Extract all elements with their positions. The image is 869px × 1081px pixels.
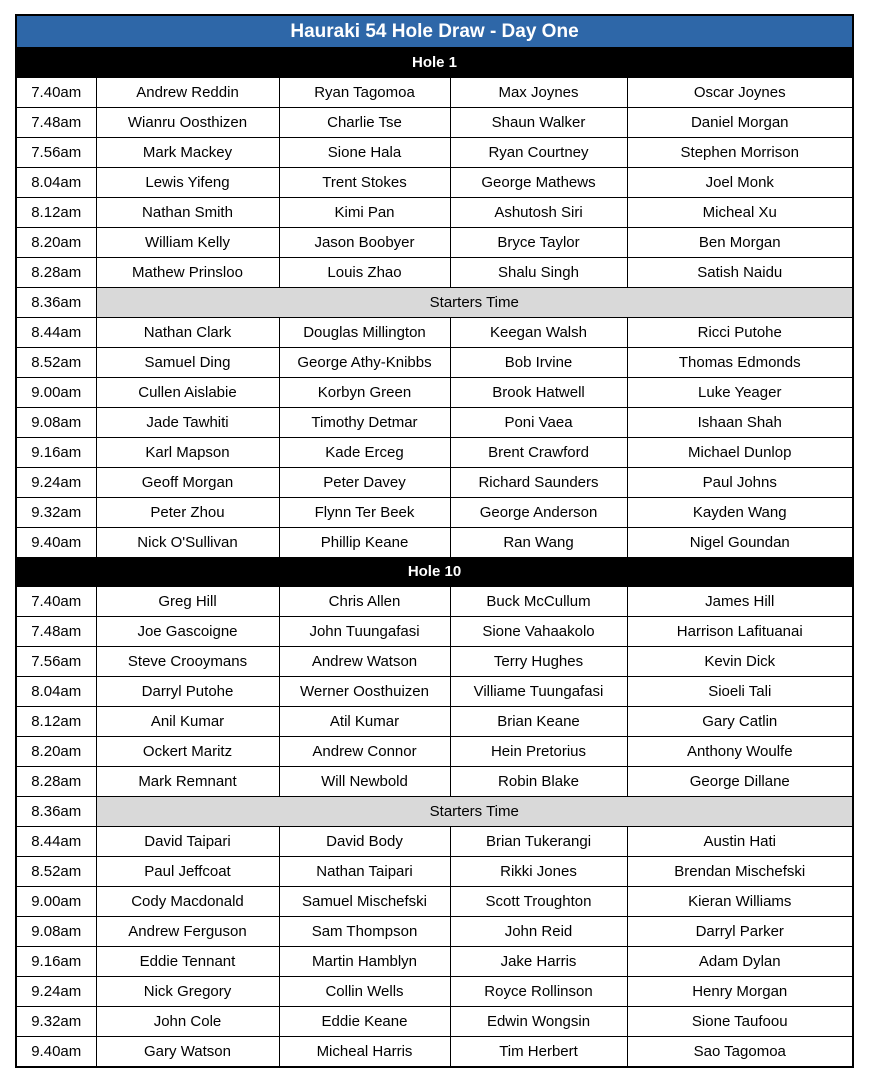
tee-time: 8.04am: [17, 677, 96, 707]
table-row: [17, 348, 852, 378]
player-name: Richard Saunders: [450, 468, 627, 498]
player-name: James Hill: [627, 587, 852, 617]
player-name: Ran Wang: [450, 528, 627, 558]
tee-time: 7.40am: [17, 78, 96, 108]
tee-time: 8.52am: [17, 348, 96, 378]
tee-time: 9.00am: [17, 378, 96, 408]
player-name: Luke Yeager: [627, 378, 852, 408]
tee-time: 8.12am: [17, 198, 96, 228]
tee-time: 9.24am: [17, 468, 96, 498]
table-row: [17, 108, 852, 138]
player-name: Charlie Tse: [279, 108, 450, 138]
player-name: Andrew Connor: [279, 737, 450, 767]
player-name: Kayden Wang: [627, 498, 852, 528]
tee-time: 9.32am: [17, 498, 96, 528]
player-name: Shaun Walker: [450, 108, 627, 138]
player-name: Keegan Walsh: [450, 318, 627, 348]
player-name: Brian Keane: [450, 707, 627, 737]
player-name: Jade Tawhiti: [96, 408, 279, 438]
tee-time: 9.40am: [17, 528, 96, 558]
player-name: Brent Crawford: [450, 438, 627, 468]
player-name: Peter Davey: [279, 468, 450, 498]
player-name: Nick Gregory: [96, 977, 279, 1007]
player-name: George Mathews: [450, 168, 627, 198]
tee-time: 8.52am: [17, 857, 96, 887]
tee-time: 7.48am: [17, 617, 96, 647]
player-name: Steve Crooymans: [96, 647, 279, 677]
tee-time: 7.56am: [17, 647, 96, 677]
player-name: Henry Morgan: [627, 977, 852, 1007]
player-name: Andrew Ferguson: [96, 917, 279, 947]
player-name: Mark Remnant: [96, 767, 279, 797]
table-row: [17, 408, 852, 438]
player-name: Edwin Wongsin: [450, 1007, 627, 1037]
player-name: Peter Zhou: [96, 498, 279, 528]
player-name: Darryl Putohe: [96, 677, 279, 707]
player-name: Atil Kumar: [279, 707, 450, 737]
player-name: John Cole: [96, 1007, 279, 1037]
player-name: Robin Blake: [450, 767, 627, 797]
player-name: Jake Harris: [450, 947, 627, 977]
table-row: [17, 977, 852, 1007]
table-row: [17, 707, 852, 737]
player-name: Tim Herbert: [450, 1037, 627, 1067]
player-name: Phillip Keane: [279, 528, 450, 558]
table-row: [17, 438, 852, 468]
player-name: Rikki Jones: [450, 857, 627, 887]
player-name: Nigel Goundan: [689, 534, 790, 551]
table-row: [17, 587, 852, 617]
player-name: Eddie Tennant: [96, 947, 279, 977]
player-name: Wianru Oosthizen: [96, 108, 279, 138]
player-name: Will Newbold: [279, 767, 450, 797]
player-name: Michael Dunlop: [627, 438, 852, 468]
player-name: Jason Boobyer: [279, 228, 450, 258]
player-name: Micheal Harris: [279, 1037, 450, 1067]
player-name: Darryl Parker: [627, 917, 852, 947]
player-name: Paul Jeffcoat: [96, 857, 279, 887]
player-name: Kevin Dick: [627, 647, 852, 677]
draw-sections: [17, 48, 852, 1066]
tee-time: 9.16am: [17, 438, 96, 468]
tee-time: 9.32am: [17, 1007, 96, 1037]
table-row: [17, 737, 852, 767]
player-name: Andrew Watson: [279, 647, 450, 677]
tee-time: 9.24am: [17, 977, 96, 1007]
player-name: Korbyn Green: [279, 378, 450, 408]
player-name: Sioeli Tali: [627, 677, 852, 707]
player-name: Sam Thompson: [279, 917, 450, 947]
tee-time: 9.08am: [17, 408, 96, 438]
player-name: Ockert Maritz: [96, 737, 279, 767]
player-name: Sao Tagomoa: [693, 1043, 786, 1060]
table-row: [17, 528, 852, 558]
tee-time: 8.20am: [17, 228, 96, 258]
player-name: Louis Zhao: [279, 258, 450, 288]
tee-time: 9.00am: [17, 887, 96, 917]
player-name: Samuel Mischefski: [279, 887, 450, 917]
tee-time: 9.08am: [17, 917, 96, 947]
player-name: Scott Troughton: [450, 887, 627, 917]
player-name: Sione Vahaakolo: [450, 617, 627, 647]
table-row: [17, 498, 852, 528]
player-name: Greg Hill: [96, 587, 279, 617]
player-name: Austin Hati: [627, 827, 852, 857]
player-name: George Athy-Knibbs: [279, 348, 450, 378]
player-name: Oscar Joynes: [627, 78, 852, 108]
tee-time: 7.48am: [17, 108, 96, 138]
table-row: [17, 228, 852, 258]
tee-time: 8.44am: [17, 827, 96, 857]
player-name: Gary Watson: [96, 1037, 279, 1067]
starters-time-cell: Starters Time: [96, 288, 852, 318]
hole-header: Hole 10: [17, 557, 852, 587]
player-name: Nick O'Sullivan: [96, 528, 279, 558]
player-name: George Dillane: [627, 767, 852, 797]
player-name: Sione Hala: [279, 138, 450, 168]
tee-time: 8.04am: [17, 168, 96, 198]
tee-time: 9.16am: [17, 947, 96, 977]
player-name: Ashutosh Siri: [450, 198, 627, 228]
player-name: Poni Vaea: [450, 408, 627, 438]
player-name: Geoff Morgan: [96, 468, 279, 498]
tee-time: 8.28am: [17, 258, 96, 288]
player-name: Thomas Edmonds: [627, 348, 852, 378]
player-name: Lewis Yifeng: [96, 168, 279, 198]
player-name: Ryan Courtney: [450, 138, 627, 168]
player-name: Paul Johns: [627, 468, 852, 498]
draw-sheet: [15, 14, 854, 1068]
table-row: [17, 1037, 852, 1067]
player-name: Satish Naidu: [627, 258, 852, 288]
player-name: Brook Hatwell: [450, 378, 627, 408]
table-row: [17, 288, 852, 318]
table-row: [17, 138, 852, 168]
table-row: [17, 767, 852, 797]
tee-time: 8.36am: [17, 288, 96, 318]
hole-header: Hole 1: [17, 48, 852, 78]
player-name: Buck McCullum: [450, 587, 627, 617]
player-name: Nathan Clark: [96, 318, 279, 348]
player-name: Cody Macdonald: [96, 887, 279, 917]
table-row: [17, 198, 852, 228]
player-name: Flynn Ter Beek: [279, 498, 450, 528]
player-name: Martin Hamblyn: [279, 947, 450, 977]
player-name: William Kelly: [96, 228, 279, 258]
player-name: Joe Gascoigne: [96, 617, 279, 647]
player-name: Daniel Morgan: [627, 108, 852, 138]
player-name: Kimi Pan: [279, 198, 450, 228]
table-row: [17, 378, 852, 408]
player-name: Anthony Woulfe: [627, 737, 852, 767]
tee-time: 9.40am: [17, 1037, 96, 1067]
player-name: Shalu Singh: [450, 258, 627, 288]
table-row: [17, 677, 852, 707]
player-name: George Anderson: [450, 498, 627, 528]
tee-time-table: [17, 78, 852, 557]
table-row: [17, 857, 852, 887]
table-row: [17, 887, 852, 917]
table-row: [17, 947, 852, 977]
tee-time: 7.56am: [17, 138, 96, 168]
player-name: Nathan Smith: [96, 198, 279, 228]
player-name: Timothy Detmar: [279, 408, 450, 438]
player-name: Eddie Keane: [279, 1007, 450, 1037]
player-name: Samuel Ding: [96, 348, 279, 378]
tee-time-table: [17, 587, 852, 1066]
table-row: [17, 797, 852, 827]
player-name: Villiame Tuungafasi: [450, 677, 627, 707]
player-name: Bryce Taylor: [450, 228, 627, 258]
player-name: Douglas Millington: [279, 318, 450, 348]
player-name: Mathew Prinsloo: [96, 258, 279, 288]
table-row: [17, 468, 852, 498]
table-row: [17, 1007, 852, 1037]
player-name: Andrew Reddin: [96, 78, 279, 108]
table-row: [17, 318, 852, 348]
tee-time: 7.40am: [17, 587, 96, 617]
table-row: [17, 917, 852, 947]
table-row: [17, 617, 852, 647]
player-name: Ishaan Shah: [627, 408, 852, 438]
player-name: Harrison Lafituanai: [627, 617, 852, 647]
player-name: Collin Wells: [279, 977, 450, 1007]
tee-time: 8.44am: [17, 318, 96, 348]
player-name: Adam Dylan: [627, 947, 852, 977]
player-name: David Taipari: [96, 827, 279, 857]
player-name: Brian Tukerangi: [450, 827, 627, 857]
player-name: Joel Monk: [627, 168, 852, 198]
player-name: Sione Taufoou: [627, 1007, 852, 1037]
draw-title: Hauraki 54 Hole Draw - Day One: [17, 16, 852, 48]
player-name: Kieran Williams: [627, 887, 852, 917]
player-name: John Tuungafasi: [279, 617, 450, 647]
player-name: Ryan Tagomoa: [279, 78, 450, 108]
player-name: David Body: [279, 827, 450, 857]
player-name: Bob Irvine: [450, 348, 627, 378]
player-name: Terry Hughes: [450, 647, 627, 677]
table-row: [17, 168, 852, 198]
tee-time: 8.12am: [17, 707, 96, 737]
player-name: Kade Erceg: [279, 438, 450, 468]
player-name: Mark Mackey: [96, 138, 279, 168]
player-name: Stephen Morrison: [627, 138, 852, 168]
player-name: Brendan Mischefski: [627, 857, 852, 887]
player-name: Trent Stokes: [279, 168, 450, 198]
table-row: [17, 827, 852, 857]
starters-time-cell: Starters Time: [96, 797, 852, 827]
player-name: Micheal Xu: [627, 198, 852, 228]
tee-time: 8.36am: [17, 797, 96, 827]
player-name: Cullen Aislabie: [96, 378, 279, 408]
player-name: John Reid: [450, 917, 627, 947]
player-name: Royce Rollinson: [450, 977, 627, 1007]
player-name: Karl Mapson: [96, 438, 279, 468]
player-name: Max Joynes: [450, 78, 627, 108]
player-name: Nathan Taipari: [279, 857, 450, 887]
table-row: [17, 78, 852, 108]
player-name: Chris Allen: [279, 587, 450, 617]
player-name: Ben Morgan: [627, 228, 852, 258]
player-name: Werner Oosthuizen: [279, 677, 450, 707]
table-row: [17, 647, 852, 677]
table-row: [17, 258, 852, 288]
tee-time: 8.28am: [17, 767, 96, 797]
tee-time: 8.20am: [17, 737, 96, 767]
player-name: Gary Catlin: [627, 707, 852, 737]
player-name: Hein Pretorius: [450, 737, 627, 767]
player-name: Anil Kumar: [96, 707, 279, 737]
player-name: Ricci Putohe: [627, 318, 852, 348]
